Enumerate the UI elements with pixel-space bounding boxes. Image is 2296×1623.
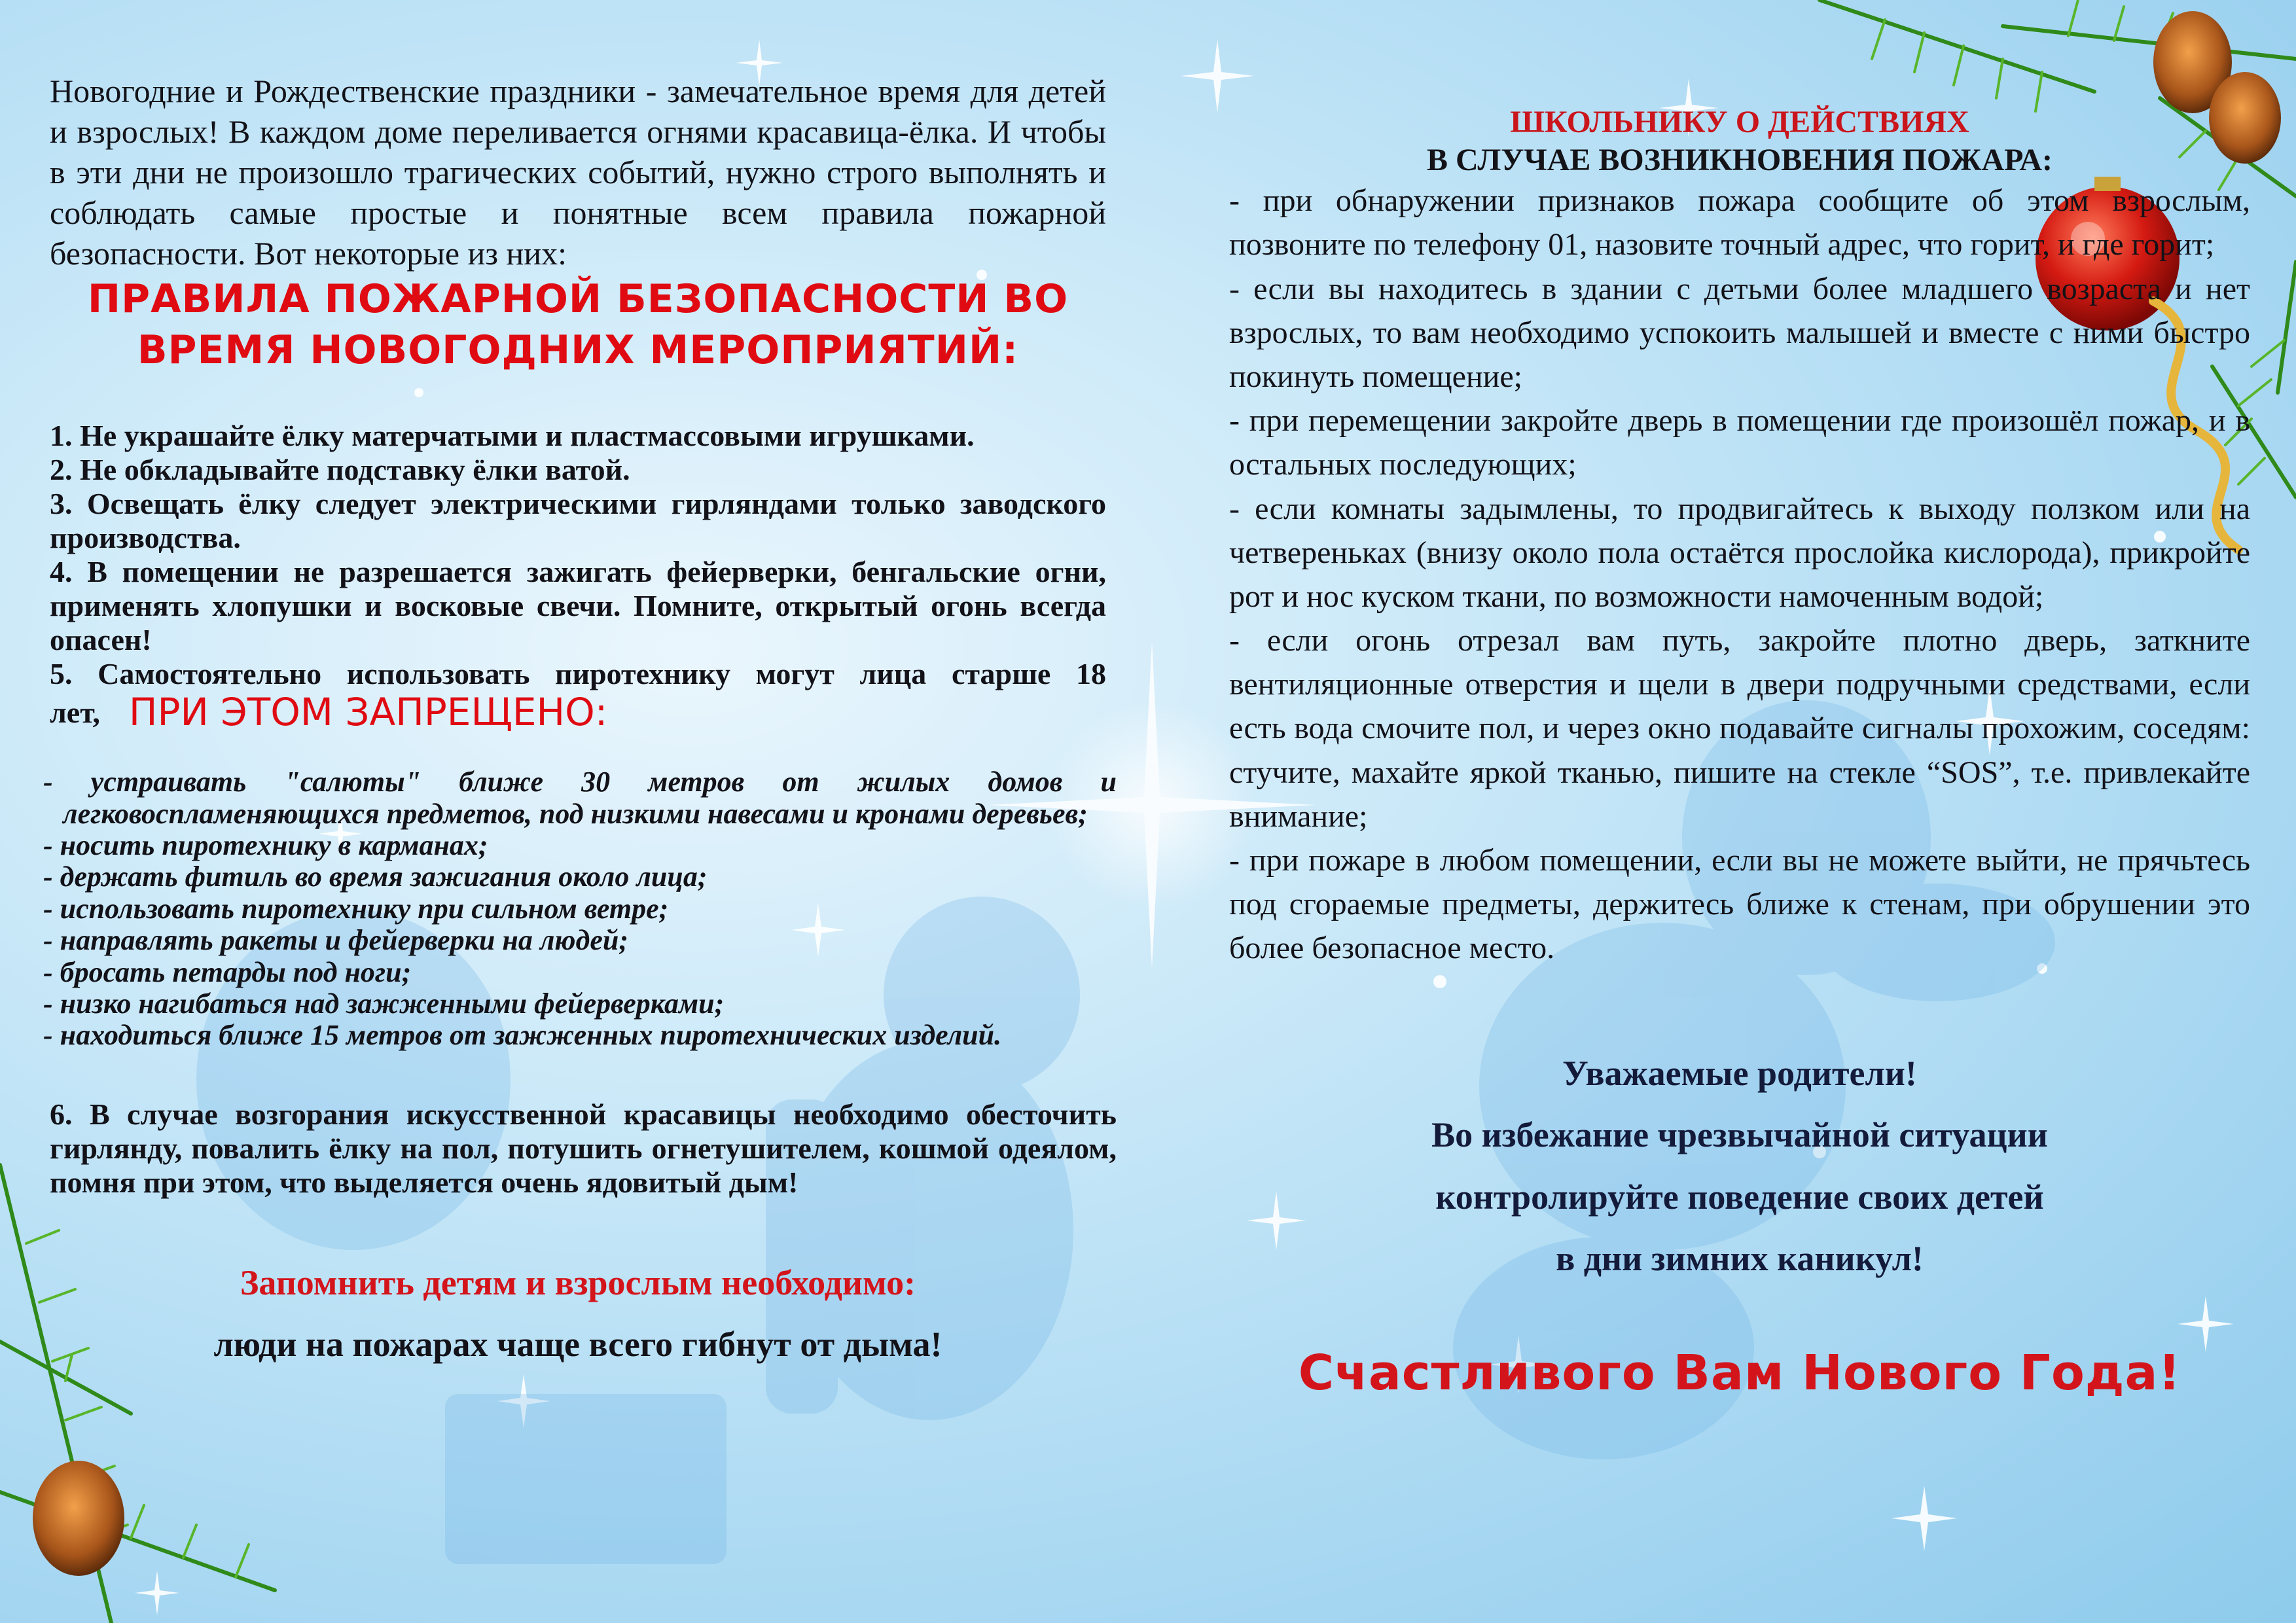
- action-item: - если вы находитесь в здании с детьми более младшего возраста и нет взрослых, то вам необходимо успокоить малышей и вместе с ними быстро покинуть помещение;: [1229, 271, 2250, 394]
- new-year-greeting: Счастливого Вам Нового Года!: [1298, 1344, 2181, 1401]
- rule-item: 2. Не обкладывайте подставку ёлки ватой.: [50, 452, 630, 486]
- rule-5-text: 5. Самостоятельно использовать пиротехнику могут лица старше 18 лет,: [50, 656, 1106, 729]
- forbidden-item: - носить пиротехнику в карманах;: [43, 829, 488, 862]
- rule-6: 6. В случае возгорания искусственной красавицы необходимо обесточить гирлянду, повалить ёлку на пол, потушить огнетушителем, кошмой одеялом, помня при этом, что выделяется очень ядовитый дым!: [50, 1097, 1117, 1199]
- parents-line: контролируйте поведение своих детей: [1435, 1177, 2044, 1217]
- forbidden-item: - устраивать "салюты" ближе 30 метров от жилых домов и легковоспламеняющихся предметов, под низкими навесами и кронами деревьев;: [43, 766, 1117, 830]
- parents-message: [1229, 1043, 2250, 1290]
- rule-item: [50, 657, 1106, 734]
- remember-title: Запомнить детям и взрослым необходимо:: [240, 1262, 916, 1302]
- forbidden-item: - использовать пиротехнику при сильном ветре;: [43, 892, 669, 925]
- forbidden-item: - находиться ближе 15 метров от зажженных пиротехнических изделий.: [43, 1019, 1002, 1052]
- actions-title-line-2: В СЛУЧАЕ ВОЗНИКНОВЕНИЯ ПОЖАРА:: [1426, 142, 2053, 177]
- forbidden-item: - бросать петарды под ноги;: [43, 955, 412, 988]
- forbidden-label: ПРИ ЭТОМ ЗАПРЕЩЕНО:: [128, 689, 608, 734]
- action-item: - при пожаре в любом помещении, если вы не можете выйти, не прячьтесь под сгораемые предметы, держитесь ближе к стенам, при обрушении это более безопасное место.: [1229, 843, 2250, 966]
- parents-line: Во избежание чрезвычайной ситуации: [1431, 1115, 2048, 1155]
- rules-title-line-1: ПРАВИЛА ПОЖАРНОЙ БЕЗОПАСНОСТИ ВО: [87, 276, 1069, 322]
- parents-line: Уважаемые родители!: [1562, 1053, 1917, 1093]
- action-item: - если комнаты задымлены, то продвигайтесь к выходу ползком или на четвереньках (внизу около пола остаётся прослойка кислорода), прикройте рот и нос куском ткани, по возможности намоченным водой;: [1229, 491, 2250, 614]
- action-item: - при обнаружении признаков пожара сообщите об этом взрослым, позвоните по телефону 01, назовите точный адрес, что горит, и где горит;: [1229, 183, 2250, 262]
- rules-list: [50, 419, 1106, 734]
- forbidden-item: - направлять ракеты и фейерверки на людей;: [43, 924, 629, 957]
- rules-title-line-2: ВРЕМЯ НОВОГОДНИХ МЕРОПРИЯТИЙ:: [137, 327, 1019, 373]
- intro-paragraph: Новогодние и Рождественские праздники - замечательное время для детей и взрослых! В каждом доме переливается огнями красавица-ёлка. И чтобы в эти дни не произошло трагических событий, нужно строго выполнять и соблюдать самые простые и понятные всем правила пожарной безопасности. Вот некоторые из них:: [50, 73, 1106, 272]
- remember-text: люди на пожарах чаще всего гибнут от дыма!: [213, 1324, 942, 1364]
- rules-title: [50, 274, 1106, 376]
- left-column: [43, 71, 1117, 1364]
- actions-title-line-1: ШКОЛЬНИКУ О ДЕЙСТВИЯХ: [1510, 105, 1969, 139]
- parents-line: в дни зимних каникул!: [1556, 1239, 1924, 1279]
- forbidden-item: - низко нагибаться над зажженными фейерверками;: [43, 988, 725, 1020]
- actions-list: [1229, 179, 2250, 970]
- rule-item: 3. Освещать ёлку следует электрическими гирляндами только заводского производства.: [50, 486, 1106, 554]
- pine-cone-icon: [33, 1461, 124, 1576]
- forbidden-item: - держать фитиль во время зажигания около лица;: [43, 861, 708, 893]
- action-item: - при перемещении закройте дверь в помещении где произошёл пожар, и в остальных последующих;: [1229, 403, 2250, 482]
- forbidden-list: [43, 766, 1117, 1052]
- right-column: [1229, 103, 2250, 1401]
- rule-item: 4. В помещении не разрешается зажигать фейерверки, бенгальские огни, применять хлопушки и восковые свечи. Помните, открытый огонь всегда опасен!: [50, 554, 1106, 656]
- action-item: - если огонь отрезал вам путь, закройте плотно дверь, заткните вентиляционные отверстия и щели в двери подручными средствами, если есть вода смочите пол, и через окно подавайте сигналы прохожим, соседям: стучите, махайте яркой тканью, пишите на стекле “SOS”, т.е. привлекайте внимание;: [1229, 623, 2250, 834]
- rule-item: 1. Не украшайте ёлку матерчатыми и пластмассовыми игрушками.: [50, 419, 975, 452]
